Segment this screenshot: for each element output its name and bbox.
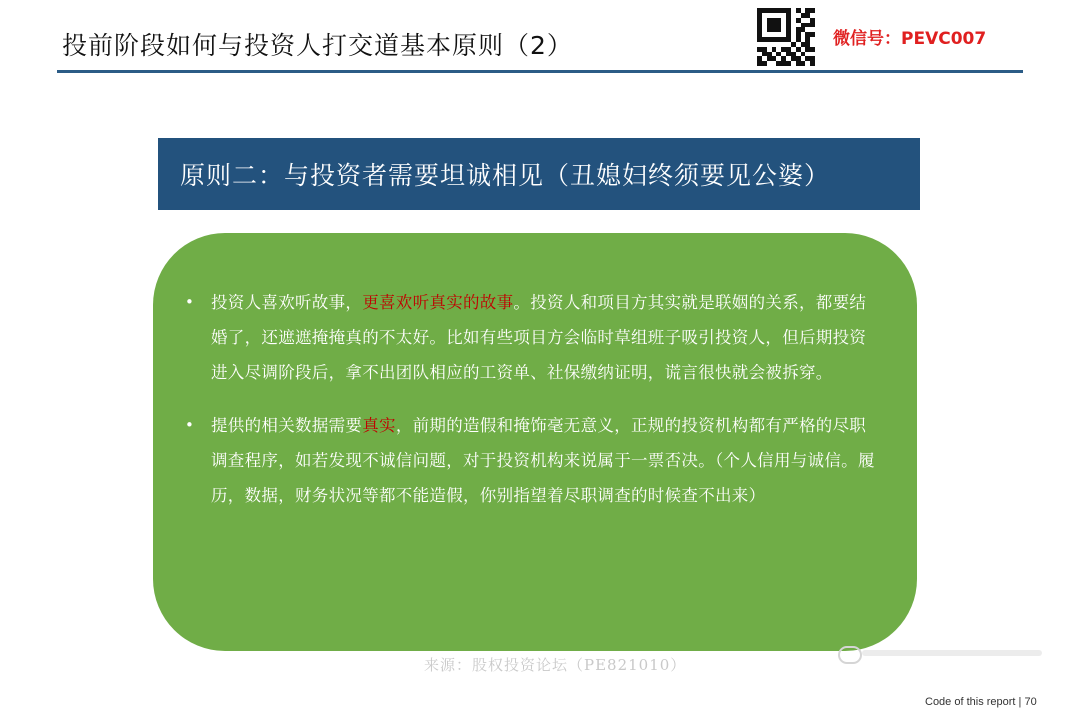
bullet-item [185, 408, 881, 513]
watermark-icon [838, 646, 862, 664]
principle-banner [158, 138, 920, 210]
page-title: 投前阶段如何与投资人打交道基本原则（2） [62, 31, 573, 60]
bullet-dot-icon: • [185, 293, 194, 311]
footer-page-label: Code of this report | 70 [925, 696, 1037, 708]
bullet-text [211, 408, 881, 513]
wechat-id: 微信号：PEVC007 [833, 29, 987, 49]
bullet-highlight: 更喜欢听真实的故事 [362, 293, 514, 312]
source-caption: 来源：股权投资论坛（PE821010） [424, 656, 687, 674]
qr-code-icon [757, 8, 815, 66]
bullet-item [185, 285, 881, 390]
bullet-highlight: 真实 [362, 416, 396, 435]
bullet-text-rest: 。投资人和项目方其实就是联姻的关系，都要结婚了，还遮遮掩掩真的不太好。比如有些项目方会临时草组班子吸引投资人，但后期投资进入尽调阶段后，拿不出团队相应的工资单、社保缴纳证明，谎言很快就会被拆穿。 [211, 293, 867, 382]
bullet-text [211, 285, 881, 390]
bullet-dot-icon: • [185, 416, 194, 434]
title-divider [57, 70, 1023, 73]
principle-title: 原则二：与投资者需要坦诚相见（丑媳妇终须要见公婆） [180, 161, 831, 190]
watermark-smudge [862, 650, 1042, 656]
bullet-text-rest: ，前期的造假和掩饰毫无意义，正规的投资机构都有严格的尽职调查程序，如若发现不诚信问题，对于投资机构来说属于一票否决。（个人信用与诚信。履历，数据，财务状况等都不能造假，你别指望着尽职调查的时候查不出来） [211, 416, 875, 505]
content-panel [153, 233, 917, 651]
bullet-text-lead: 投资人喜欢听故事， [211, 293, 363, 312]
bullet-text-lead: 提供的相关数据需要 [211, 416, 363, 435]
